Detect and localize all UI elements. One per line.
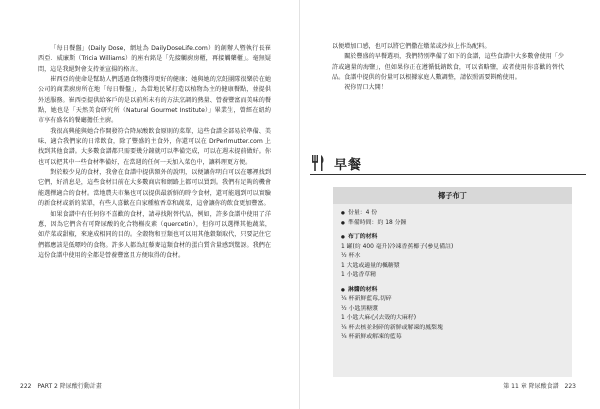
right-folio	[503, 381, 580, 390]
paragraph: 以便增加口感，也可以將它們撒在燉菜或沙拉上作為配料。	[332, 43, 491, 50]
topping: 1 小匙大麻心(去殼的大麻籽)	[341, 315, 417, 321]
left-body-text	[38, 44, 271, 261]
right-body-text	[332, 42, 564, 94]
paragraph: 關於豐盛的早餐選項，我們特別準備了如下的食譜，這些食譜中大多數會使用「少許或適量的海鹽」，但如果你正在遵循低鈉飲食，可以省略鹽，或者使用你喜歡的替代品。食譜中提供的份量可以根據家庭人數調整，請依照需要斟酌使用。	[332, 53, 564, 82]
servings: ● 份量：4 份	[341, 210, 378, 216]
section-title: ● 淋醬的材料	[341, 286, 378, 293]
topping: ½ 小匙黑糖漿	[341, 305, 379, 312]
running-header: 第 11 章 降尿酸食譜	[503, 383, 559, 390]
topping: ¼ 杯新鮮藍莓,切碎	[341, 296, 392, 302]
topping: ¼ 杯去核並剁碎的新鮮或解凍的鳳梨塊	[341, 324, 443, 331]
paragraph: 對於較少見的食材，我會在食譜中提供額外的說明，以便讓你明白可以在哪裡找到它們，好消息是，這些食材目前在大多數商店和網路上都可以買到。我們有足夠的機會能選擇適合的食材。當地農夫市集也可以提供最新鮮的時令食材，還可能遇到可以實驗的新食材或新的菜單，有些人喜歡在自家種植香草和蔬菜，這會讓你的飲食更加豐富。	[38, 169, 271, 208]
paragraph: 如果食譜中有任何你不喜歡的食材，請尋找附替代品，例如，許多食譜中使用了洋蔥，因為它們含有可降尿酸的化合物槲皮素（quercetin），但你可以選擇其他蔬菜，如芹菜或甜椒，來達成相同的目的。全穀物和豆類也可以用其他穀類取代，只要記住它們都應該是低嘌呤的食物。許多人都為紅藜麥這類食材的蛋白質含量感到驚訝。我們在這份食譜中使用的全都是營養豐富且方便取得的食材。	[38, 210, 271, 259]
recipe-box	[333, 187, 572, 377]
left-folio	[20, 381, 106, 390]
ingredient: 1 罐(約 400 毫升)冷凍香蕉椰子(參見備註)	[341, 243, 454, 250]
chapter-title: 早餐	[334, 157, 363, 173]
topping: ¼ 杯新鮮或解凍的藍莓	[341, 334, 402, 340]
chapter-heading	[308, 153, 362, 173]
paragraph: 「每日餐盤」(Daily Dose，網址為 DailyDoseLife.com）的創辦人暨執行長崔西亞．威廉斯（Tricia Williams）的座右銘是「先接觸廚房櫃，再接觸藥櫃」。毫無疑問，這是我絕對會支持並宣揚的格言。	[38, 45, 271, 73]
running-header: PART 2 降尿酸行動計畫	[37, 383, 102, 390]
ingredient: 1 大匙或適量的楓糖漿	[341, 262, 400, 269]
page-number: 222	[20, 383, 32, 390]
fork-knife-icon	[308, 153, 328, 173]
section-title: ● 布丁的材料	[341, 234, 378, 240]
recipe-body	[341, 209, 566, 343]
paragraph: 我很高興能與她合作開發符合降尿酸飲食原則的菜單，這些食譜全部易於準備、美味、適合我們家的日常飲食，除了豐盛的主食外，你還可以在 DrPerlmutter.com 上找到其他食譜。大多數食譜都只需要幾分鐘就可以準備完成，可以在週末提前做好。你也可以把其中一些食材準備好，在當週的任何一天加入菜色中，讓料理更方便。	[38, 127, 271, 166]
recipe-title: 椰子布丁	[333, 187, 572, 204]
divider	[310, 174, 586, 175]
page-number: 223	[564, 383, 576, 390]
prep-time: ● 準備時間：約 18 分鐘	[341, 219, 407, 226]
paragraph: 祝你胃口大開！	[344, 84, 387, 92]
ingredient: 1 小匙香草精	[341, 272, 377, 278]
right-page	[300, 0, 600, 409]
ingredient: ½ 杯水	[341, 253, 361, 259]
paragraph: 崔西亞的使命是幫助人們透過食物獲得更好的健康；她與她的烹飪團隊很樂於在她公司的商業廚房所在地「每日餐盤」，為當地民眾打造以植物為主的健康餐點，並提供外送服務。崔西亞提供給客戶的是以前所未有的方法烹調的熱量、營養豐富而美味的餐點，她也是「天然美食研究所（Natural Gourmet Institute）」畢業生，曾經在紐約市享有盛名的餐廳擔任主廚。	[38, 76, 271, 125]
